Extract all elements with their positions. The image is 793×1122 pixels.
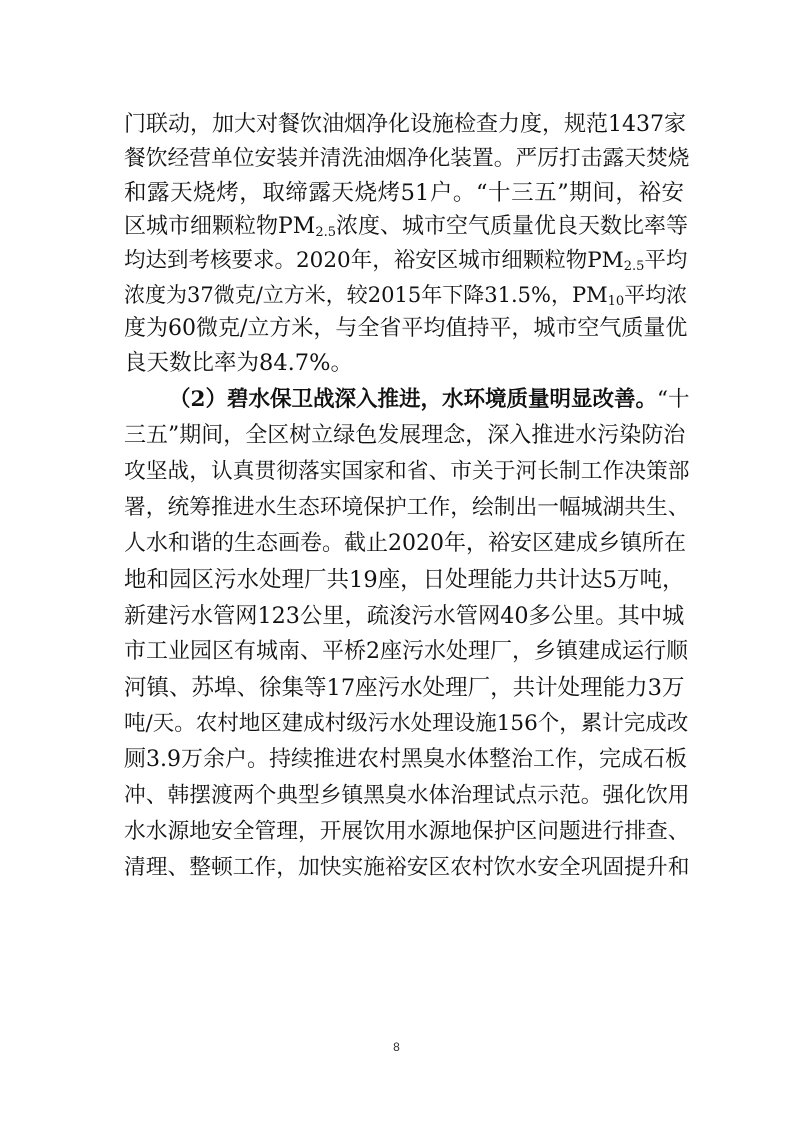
line-4-text-a: 区城市细颗粒物PM	[124, 214, 316, 239]
paragraph-2-line-2: 三五”期间，全区树立绿色发展理念，深入推进水污染防治	[124, 423, 686, 448]
paragraph-2-line-14: 清理、整顿工作，加快实施裕安区农村饮水安全巩固提升和	[124, 855, 690, 880]
paragraph-2-line-11: 厕3.9万余户。持续推进农村黑臭水体整治工作，完成石板	[124, 747, 687, 772]
paragraph-2-line-1	[169, 385, 690, 415]
line-5-text-b: 平均	[644, 248, 688, 273]
line-6-text-b: 平均浓	[624, 283, 688, 307]
paragraph-2-line-10: 吨/天。农村地区建成村级污水处理设施156个，累计完成改	[124, 711, 689, 736]
pm25-subscript: 2.5	[315, 225, 337, 240]
line-6-text-a: 浓度为37微克/立方米，较2015年下降31.5%，PM	[124, 283, 608, 307]
line-4-text-b: 浓度、城市空气质量优良天数比率等	[336, 214, 689, 239]
paragraph-1-line-7: 度为60微克/立方米，与全省平均值持平，城市空气质量优	[124, 316, 688, 341]
paragraph-1-line-5	[124, 246, 688, 276]
paragraph-1-line-4	[124, 212, 689, 242]
line-5-text-a: 均达到考核要求。2020年，裕安区城市细颗粒物PM	[124, 248, 624, 273]
paragraph-1-line-8: 良天数比率为84.7%。	[124, 350, 353, 376]
heading-tail-text: “十	[656, 387, 690, 412]
paragraph-2-line-5: 人水和谐的生态画卷。截止2020年，裕安区建成乡镇所在	[124, 531, 686, 556]
pm25-subscript: 2.5	[623, 259, 645, 274]
paragraph-2-line-13: 水水源地安全管理，开展饮用水源地保护区问题进行排查、	[124, 819, 690, 844]
paragraph-2-line-6: 地和园区污水处理厂共19座，日处理能力共计达5万吨，	[124, 567, 685, 593]
paragraph-2-line-9: 河镇、苏埠、徐集等17座污水处理厂，共计处理能力3万	[124, 675, 685, 701]
pm10-subscript: 10	[607, 294, 625, 309]
paragraph-2-line-3: 攻坚战，认真贯彻落实国家和省、市关于河长制工作决策部	[124, 459, 690, 484]
paragraph-1-line-2: 餐饮经营单位安装并清洗油烟净化装置。严厉打击露天焚烧	[124, 146, 690, 171]
paragraph-2-line-12: 冲、韩摆渡两个典型乡镇黑臭水体治理试点示范。强化饮用	[124, 783, 690, 808]
paragraph-1-line-3: 和露天烧烤，取缔露天烧烤51户。“十三五”期间，裕安	[124, 180, 684, 206]
paragraph-1-line-6	[124, 280, 688, 310]
paragraph-2-line-4: 署，统筹推进水生态环境保护工作，绘制出一幅城湖共生、	[124, 495, 690, 520]
section-heading: （2）碧水保卫战深入推进，水环境质量明显改善。	[169, 387, 657, 412]
paragraph-1-line-1: 门联动，加大对餐饮油烟净化设施检查力度，规范1437家	[124, 112, 686, 137]
page-number: 8	[393, 1040, 400, 1054]
paragraph-2-line-8: 市工业园区有城南、平桥2座污水处理厂，乡镇建成运行顺	[124, 639, 688, 664]
paragraph-2-line-7: 新建污水管网123公里，疏浚污水管网40多公里。其中城	[124, 603, 685, 629]
